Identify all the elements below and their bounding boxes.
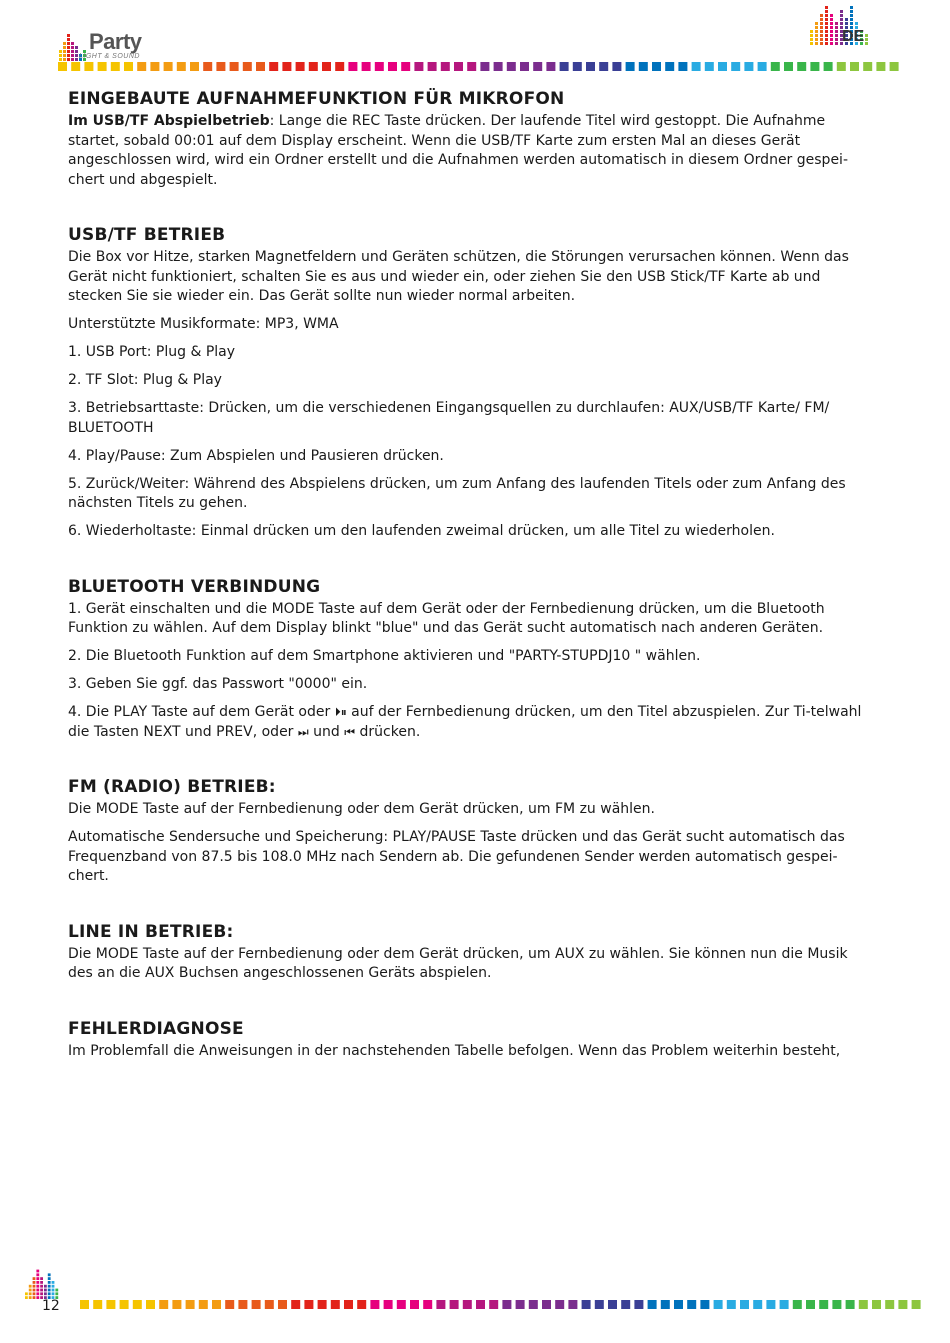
stripe-dot [502,1300,511,1309]
stripe-dot [282,62,291,71]
equalizer-dot [830,38,833,41]
equalizer-dot [825,10,828,13]
equalizer-dot [67,34,70,37]
equalizer-dot [71,54,74,57]
section-troubleshooting [68,1018,870,1062]
equalizer-dot [825,42,828,45]
equalizer-dot [44,1292,47,1295]
stripe-dot [876,62,885,71]
stripe-dot [203,62,212,71]
equalizer-dot [815,30,818,33]
stripe-dot [84,62,93,71]
stripe-dot [718,62,727,71]
equalizer-dot [36,1277,39,1280]
equalizer-dot [820,22,823,25]
equalizer-dot [820,42,823,45]
stripe-dot [370,1300,379,1309]
equalizer-dot [59,58,62,61]
stripe-dot [612,62,621,71]
equalizer-dot [44,1289,47,1292]
stripe-dot [98,62,107,71]
equalizer-dot [33,1296,36,1299]
equalizer-dot [36,1273,39,1276]
equalizer-dot [840,14,843,17]
equalizer-dot [825,30,828,33]
equalizer-dot [52,1289,55,1292]
recording-text: : Lange die REC Taste drücken. Der laufende Titel wird gestoppt. Die Aufnahme startet, sobald 00:01 auf dem Display erscheint. Wenn die USB/TF Karte zum ersten Mal an dieses Gerät angeschlossen wird, wird ein Ordner erstellt und die Aufnahmen werden automatisch in diesem Ordner gespei-chert und abgespielt. [68,113,848,188]
stripe-dot [384,1300,393,1309]
stripe-dot [401,62,410,71]
section-bluetooth [68,576,870,743]
stripe-dot [463,1300,472,1309]
equalizer-dot [48,1292,51,1295]
stripe-dot [573,62,582,71]
equalizer-dot [865,34,868,37]
stripe-dot [80,1300,89,1309]
fm-paragraph-1: Die MODE Taste auf der Fernbedienung oder dem Gerät drücken, um FM zu wählen. [68,801,655,817]
stripe-dot [199,1300,208,1309]
stripe-dot [225,1300,234,1309]
stripe-dot [410,1300,419,1309]
footer-equalizer-icon [24,1266,60,1300]
equalizer-dot [63,42,66,45]
stripe-dot [832,1300,841,1309]
previous-track-icon: ⏮ [344,724,356,739]
usb-formats: Unterstützte Musikformate: MP3, WMA [68,316,339,332]
equalizer-dot [830,18,833,21]
equalizer-dot [810,34,813,37]
stripe-dot [357,1300,366,1309]
top-color-stripe [0,62,950,72]
stripe-dot [243,62,252,71]
equalizer-dot [36,1296,39,1299]
brand-logo [58,26,158,62]
equalizer-dot [815,42,818,45]
stripe-dot [586,62,595,71]
stripe-dot [714,1300,723,1309]
section-heading-recording: EINGEBAUTE AUFNAHMEFUNKTION FÜR MIKROFON [68,89,565,109]
stripe-dot [731,62,740,71]
equalizer-dot [40,1285,43,1288]
section-usb-tf [68,224,870,542]
stripe-dot [533,62,542,71]
equalizer-dot [840,18,843,21]
stripe-dot [912,1300,921,1309]
stripe-dot [652,62,661,71]
usb-item-2: 2. TF Slot: Plug & Play [68,372,222,388]
stripe-dot [58,62,67,71]
equalizer-dot [815,22,818,25]
usb-item-1: 1. USB Port: Plug & Play [68,344,236,360]
equalizer-dot [55,1289,58,1292]
play-pause-icon: ⏵⏸ [334,705,347,719]
section-line-in [68,921,870,984]
equalizer-dot [36,1285,39,1288]
stripe-dot [744,62,753,71]
stripe-dot [810,62,819,71]
bluetooth-step-4-part-b: auf der Fernbedienung drücken, um den Titel abzuspielen. Zur Ti-telwahl die Tasten NEXT und PREV, oder [68,704,862,740]
stripe-dot [450,1300,459,1309]
stripe-dot [375,62,384,71]
stripe-dot [344,1300,353,1309]
equalizer-dot [48,1281,51,1284]
equalizer-dot [855,22,858,25]
equalizer-dot [835,26,838,29]
stripe-dot [727,1300,736,1309]
stripe-dot [322,62,331,71]
equalizer-dot [67,42,70,45]
stripe-dot [494,62,503,71]
stripe-dot [164,62,173,71]
equalizer-dot [71,58,74,61]
equalizer-dot [815,34,818,37]
stripe-dot [784,62,793,71]
stripe-dot [582,1300,591,1309]
stripe-dot [489,1300,498,1309]
equalizer-dot [850,18,853,21]
bluetooth-step-4-part-d: drücken. [355,723,421,740]
equalizer-dot [820,14,823,17]
stripe-dot [621,1300,630,1309]
stripe-dot [428,62,437,71]
section-heading-usb-tf: USB/TF BETRIEB [68,225,226,245]
equalizer-dot [865,42,868,45]
equalizer-dot [810,30,813,33]
equalizer-dot [48,1285,51,1288]
stripe-dot [111,62,120,71]
usb-item-4: 4. Play/Pause: Zum Abspielen und Pausieren drücken. [68,447,444,464]
section-heading-bluetooth: BLUETOOTH VERBINDUNG [68,576,321,597]
stripe-dot [546,62,555,71]
equalizer-dot [48,1277,51,1280]
stripe-dot [678,62,687,71]
stripe-dot [190,62,199,71]
bluetooth-step-4-part-c: und [308,723,345,740]
stripe-dot [665,62,674,71]
equalizer-dot [63,50,66,53]
equalizer-dot [48,1273,51,1276]
stripe-dot [186,1300,195,1309]
equalizer-dot [850,14,853,17]
equalizer-dot [830,26,833,29]
section-fm-radio [68,776,870,887]
stripe-dot [687,1300,696,1309]
equalizer-dot [830,30,833,33]
stripe-dot [212,1300,221,1309]
stripe-dot [93,1300,102,1309]
equalizer-dot [63,46,66,49]
stripe-dot [150,62,159,71]
stripe-dot [423,1300,432,1309]
equalizer-dot [835,22,838,25]
section-heading-troubleshooting: FEHLERDIAGNOSE [68,1018,244,1039]
stripe-dot [230,62,239,71]
bluetooth-step-4-part-a: 4. Die PLAY Taste auf dem Gerät oder [68,704,335,720]
equalizer-dot [865,38,868,41]
equalizer-dot [40,1289,43,1292]
stripe-dot [793,1300,802,1309]
stripe-dot [397,1300,406,1309]
stripe-dot [872,1300,881,1309]
equalizer-dot [825,34,828,37]
equalizer-dot [835,34,838,37]
section-heading-line-in: LINE IN BETRIEB: [68,921,234,942]
brand-name: Party [89,29,142,54]
stripe-dot [555,1300,564,1309]
bluetooth-step-4 [68,703,870,742]
fm-paragraph-2: Automatische Sendersuche und Speicherung: PLAY/PAUSE Taste drücken und das Gerät sucht automatisch das Frequenzband von 87.5 bis 108.0 MHz nach Sendern ab. Die gefundenen Sender werden automatisch gespei-chert. [68,829,845,884]
equalizer-dot [33,1277,36,1280]
equalizer-dot [850,22,853,25]
troubleshooting-paragraph: Im Problemfall die Anweisungen in der nachstehenden Tabelle befolgen. Wenn das Problem weiterhin besteht, [68,1042,841,1059]
recording-paragraph [68,112,870,190]
stripe-dot [516,1300,525,1309]
stripe-dot [441,62,450,71]
equalizer-dot [67,38,70,41]
equalizer-dot [825,38,828,41]
equalizer-dot [29,1285,32,1288]
stripe-dot [542,1300,551,1309]
equalizer-dot [815,38,818,41]
stripe-dot [608,1300,617,1309]
equalizer-dot [850,6,853,9]
stripe-dot [106,1300,115,1309]
stripe-dot [304,1300,313,1309]
equalizer-dot [52,1281,55,1284]
stripe-dot [780,1300,789,1309]
stripe-dot [146,1300,155,1309]
equalizer-dot [44,1285,47,1288]
equalizer-dot [33,1285,36,1288]
equalizer-dot [25,1296,28,1299]
stripe-dot [414,62,423,71]
stripe-dot [256,62,265,71]
equalizer-dot [845,18,848,21]
stripe-dot [124,62,133,71]
equalizer-dot [820,34,823,37]
stripe-dot [859,1300,868,1309]
equalizer-dot [75,58,78,61]
stripe-dot [265,1300,274,1309]
stripe-dot [863,62,872,71]
stripe-dot [278,1300,287,1309]
equalizer-dot [29,1296,32,1299]
stripe-dot [560,62,569,71]
line-in-paragraph: Die MODE Taste auf der Fernbedienung oder dem Gerät drücken, um AUX zu wählen. Sie können nun die Musik des an die AUX Buchsen angeschlossenen Geräts abspielen. [68,945,848,981]
section-heading-fm-radio: FM (RADIO) BETRIEB: [68,777,276,797]
equalizer-dot [825,26,828,29]
equalizer-dot [40,1277,43,1280]
equalizer-dot [820,38,823,41]
stripe-dot [890,62,899,71]
equalizer-dot [59,54,62,57]
stripe-dot [885,1300,894,1309]
equalizer-dot [830,22,833,25]
stripe-dot [758,62,767,71]
equalizer-dot [67,58,70,61]
stripe-dot [771,62,780,71]
usb-item-6: 6. Wiederholtaste: Einmal drücken um den laufenden zweimal drücken, um alle Titel zu wiederholen. [68,523,775,539]
stripe-dot [120,1300,129,1309]
equalizer-dot [835,38,838,41]
stripe-dot [595,1300,604,1309]
usb-item-5: 5. Zurück/Weiter: Während des Abspielens drücken, um zum Anfang des laufenden Titels oder zum Anfang des nächsten Titels zu gehen. [68,475,846,511]
equalizer-dot [25,1292,28,1295]
stripe-dot [705,62,714,71]
equalizer-dot [830,14,833,17]
stripe-dot [599,62,608,71]
equalizer-dot [840,10,843,13]
equalizer-dot [825,6,828,9]
equalizer-dot [835,42,838,45]
equalizer-dot [52,1292,55,1295]
brand-tagline: LIGHT & SOUND [79,53,140,60]
equalizer-dot [840,22,843,25]
equalizer-dot [825,22,828,25]
stripe-dot [634,1300,643,1309]
stripe-dot [480,62,489,71]
stripe-dot [159,1300,168,1309]
stripe-dot [296,62,305,71]
section-recording [68,88,870,190]
stripe-dot [269,62,278,71]
equalizer-dot [63,54,66,57]
stripe-dot [740,1300,749,1309]
stripe-dot [837,62,846,71]
equalizer-dot [71,50,74,53]
page-content [68,88,870,1070]
stripe-dot [648,1300,657,1309]
stripe-dot [529,1300,538,1309]
stripe-dot [507,62,516,71]
equalizer-dot [810,42,813,45]
equalizer-dot [71,42,74,45]
stripe-dot [824,62,833,71]
stripe-dot [806,1300,815,1309]
equalizer-dot [33,1281,36,1284]
stripe-dot [850,62,859,71]
equalizer-dot [36,1292,39,1295]
stripe-dot [819,1300,828,1309]
stripe-dot [331,1300,340,1309]
stripe-dot [700,1300,709,1309]
equalizer-dot [59,50,62,53]
stripe-dot [172,1300,181,1309]
equalizer-dot [48,1289,51,1292]
stripe-dot [639,62,648,71]
stripe-dot [520,62,529,71]
stripe-dot [568,1300,577,1309]
stripe-dot [177,62,186,71]
stripe-dot [238,1300,247,1309]
equalizer-dot [52,1285,55,1288]
stripe-dot [661,1300,670,1309]
equalizer-dot [820,18,823,21]
stripe-dot [309,62,318,71]
stripe-dot [137,62,146,71]
stripe-dot [753,1300,762,1309]
bluetooth-step-1: 1. Gerät einschalten und die MODE Taste auf dem Gerät oder der Fernbedienung drücken, um die Bluetooth Funktion zu wählen. Auf dem Display blinkt "blue" und das Gerät sucht automatisch nach anderen Geräten. [68,600,825,636]
equalizer-dot [850,10,853,13]
equalizer-dot [36,1289,39,1292]
recording-lead: Im USB/TF Abspielbetrieb [68,113,270,129]
stripe-dot [846,1300,855,1309]
stripe-dot [467,62,476,71]
equalizer-dot [33,1292,36,1295]
stripe-dot [898,1300,907,1309]
usb-paragraph: Die Box vor Hitze, starken Magnetfeldern und Geräten schützen, die Störungen verursachen können. Wenn das Gerät nicht funktioniert, schalten Sie es aus und wieder ein, oder ziehen Sie den USB Stick/TF Karte ab und stecken Sie sie wieder ein. Das Gerät sollte nun wieder normal arbeiten. [68,249,849,304]
equalizer-dot [825,18,828,21]
bluetooth-step-3: 3. Geben Sie ggf. das Passwort "0000" ein. [68,676,368,692]
equalizer-dot [29,1289,32,1292]
equalizer-dot [810,38,813,41]
equalizer-dot [71,46,74,49]
equalizer-dot [36,1270,39,1273]
equalizer-dot [40,1292,43,1295]
equalizer-dot [67,46,70,49]
equalizer-dot [36,1281,39,1284]
stripe-dot [318,1300,327,1309]
stripe-dot [436,1300,445,1309]
equalizer-dot [845,22,848,25]
stripe-dot [291,1300,300,1309]
stripe-dot [335,62,344,71]
stripe-dot [133,1300,142,1309]
bluetooth-step-2: 2. Die Bluetooth Funktion auf dem Smartphone aktivieren und "PARTY-STUPDJ10 " wählen. [68,648,701,664]
stripe-dot [674,1300,683,1309]
stripe-dot [348,62,357,71]
equalizer-dot [55,1292,58,1295]
stripe-dot [216,62,225,71]
stripe-dot [476,1300,485,1309]
equalizer-dot [830,34,833,37]
equalizer-dot [67,54,70,57]
equalizer-dot [820,26,823,29]
equalizer-dot [830,42,833,45]
equalizer-dot [33,1289,36,1292]
stripe-dot [71,62,80,71]
usb-item-3: 3. Betriebsarttaste: Drücken, um die verschiedenen Eingangsquellen zu durchlaufen: AUX/USB/TF Karte/ FM/ BLUETOOTH [68,400,830,436]
equalizer-dot [29,1292,32,1295]
equalizer-dot [835,30,838,33]
equalizer-dot [67,50,70,53]
equalizer-dot [75,46,78,49]
stripe-dot [454,62,463,71]
page-number: 12 [42,1298,60,1314]
equalizer-dot [825,14,828,17]
next-track-icon: ⏭ [297,724,309,739]
equalizer-dot [75,54,78,57]
equalizer-dot [40,1281,43,1284]
equalizer-dot [820,30,823,33]
stripe-dot [626,62,635,71]
equalizer-dot [815,26,818,29]
stripe-dot [692,62,701,71]
language-code: DE [842,28,865,45]
stripe-dot [252,1300,261,1309]
language-badge [809,2,869,46]
equalizer-dot [75,50,78,53]
stripe-dot [797,62,806,71]
stripe-dot [388,62,397,71]
stripe-dot [766,1300,775,1309]
stripe-dot [362,62,371,71]
equalizer-dot [63,58,66,61]
bottom-color-stripe [0,1300,950,1310]
